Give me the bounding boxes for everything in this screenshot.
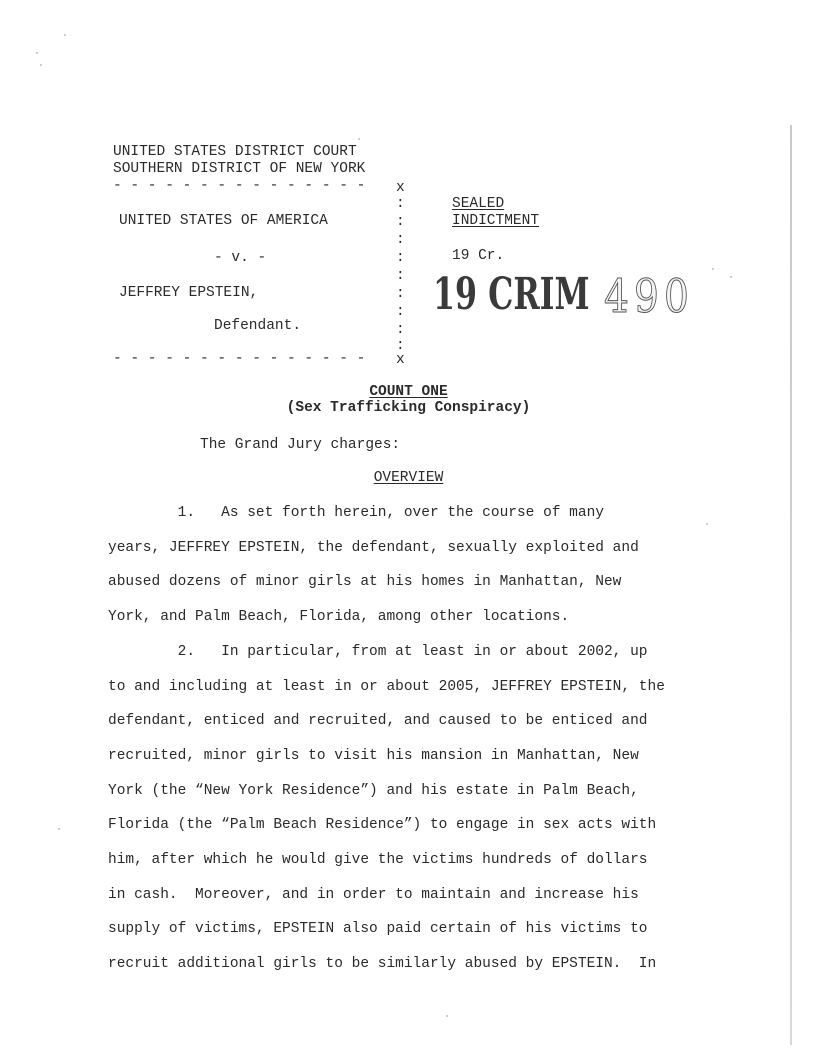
count-title: COUNT ONE	[369, 384, 448, 400]
indictment-label: INDICTMENT	[452, 213, 540, 229]
caption-top-rule: - - - - - - - - - - - - - - -	[113, 178, 366, 194]
body-line: to and including at least in or about 2005, JEFFREY EPSTEIN, the	[108, 679, 665, 695]
body-line: defendant, enticed and recruited, and caused to be enticed and	[108, 713, 648, 729]
body-line: abused dozens of minor girls at his homes in Manhattan, New	[108, 574, 622, 590]
body-line: Florida (the “Palm Beach Residence”) to engage in sex acts with	[108, 817, 657, 833]
versus-label: - v. -	[214, 250, 267, 266]
court-district: SOUTHERN DISTRICT OF NEW YORK	[113, 161, 366, 177]
sealed-label: SEALED	[452, 196, 505, 212]
scan-speck	[58, 828, 60, 830]
body-line: 1. As set forth herein, over the course of many	[108, 505, 604, 521]
page-edge-shadow	[790, 125, 792, 1045]
scan-speck	[706, 523, 708, 525]
scan-speck	[730, 276, 732, 278]
body-line: him, after which he would give the victims hundreds of dollars	[108, 852, 648, 868]
body-line: in cash. Moreover, and in order to maintain and increase his	[108, 887, 639, 903]
caption-colon: :	[396, 214, 405, 230]
caption-colon: :	[396, 196, 405, 212]
body-line: 2. In particular, from at least in or about 2002, up	[108, 644, 648, 660]
caption-bottom-x: x	[396, 352, 405, 368]
defendant-label: Defendant.	[214, 318, 302, 334]
section-heading: OVERVIEW	[373, 470, 444, 486]
scan-speck	[40, 64, 42, 66]
plaintiff-name: UNITED STATES OF AMERICA	[119, 213, 328, 229]
scan-speck	[64, 34, 66, 36]
caption-colon: :	[396, 286, 405, 302]
caption-bottom-rule: - - - - - - - - - - - - - - -	[113, 351, 366, 367]
body-line: York (the “New York Residence”) and his estate in Palm Beach,	[108, 783, 639, 799]
scan-speck	[712, 268, 714, 270]
body-line: recruit additional girls to be similarly abused by EPSTEIN. In	[108, 956, 657, 972]
caption-colon: :	[396, 232, 405, 248]
caption-colon: :	[396, 304, 405, 320]
scan-speck	[36, 52, 38, 54]
count-subtitle: (Sex Trafficking Conspiracy)	[286, 400, 531, 416]
caption-colon: :	[396, 250, 405, 266]
grand-jury-charges: The Grand Jury charges:	[200, 437, 401, 453]
defendant-name: JEFFREY EPSTEIN,	[119, 285, 259, 301]
body-line: York, and Palm Beach, Florida, among other locations.	[108, 609, 570, 625]
case-number-stamp: 19 CRIM	[433, 269, 590, 320]
body-line: years, JEFFREY EPSTEIN, the defendant, sexually exploited and	[108, 540, 639, 556]
caption-colon: :	[396, 322, 405, 338]
caption-top-x: x	[396, 180, 405, 196]
case-number: 19 Cr.	[452, 248, 505, 264]
case-number-stamp-digits: 490	[604, 269, 694, 323]
scan-speck	[358, 138, 360, 140]
body-line: supply of victims, EPSTEIN also paid certain of his victims to	[108, 921, 648, 937]
court-name: UNITED STATES DISTRICT COURT	[113, 144, 357, 160]
scan-speck	[446, 1015, 448, 1017]
body-line: recruited, minor girls to visit his mansion in Manhattan, New	[108, 748, 639, 764]
caption-colon: :	[396, 338, 405, 354]
caption-colon: :	[396, 268, 405, 284]
